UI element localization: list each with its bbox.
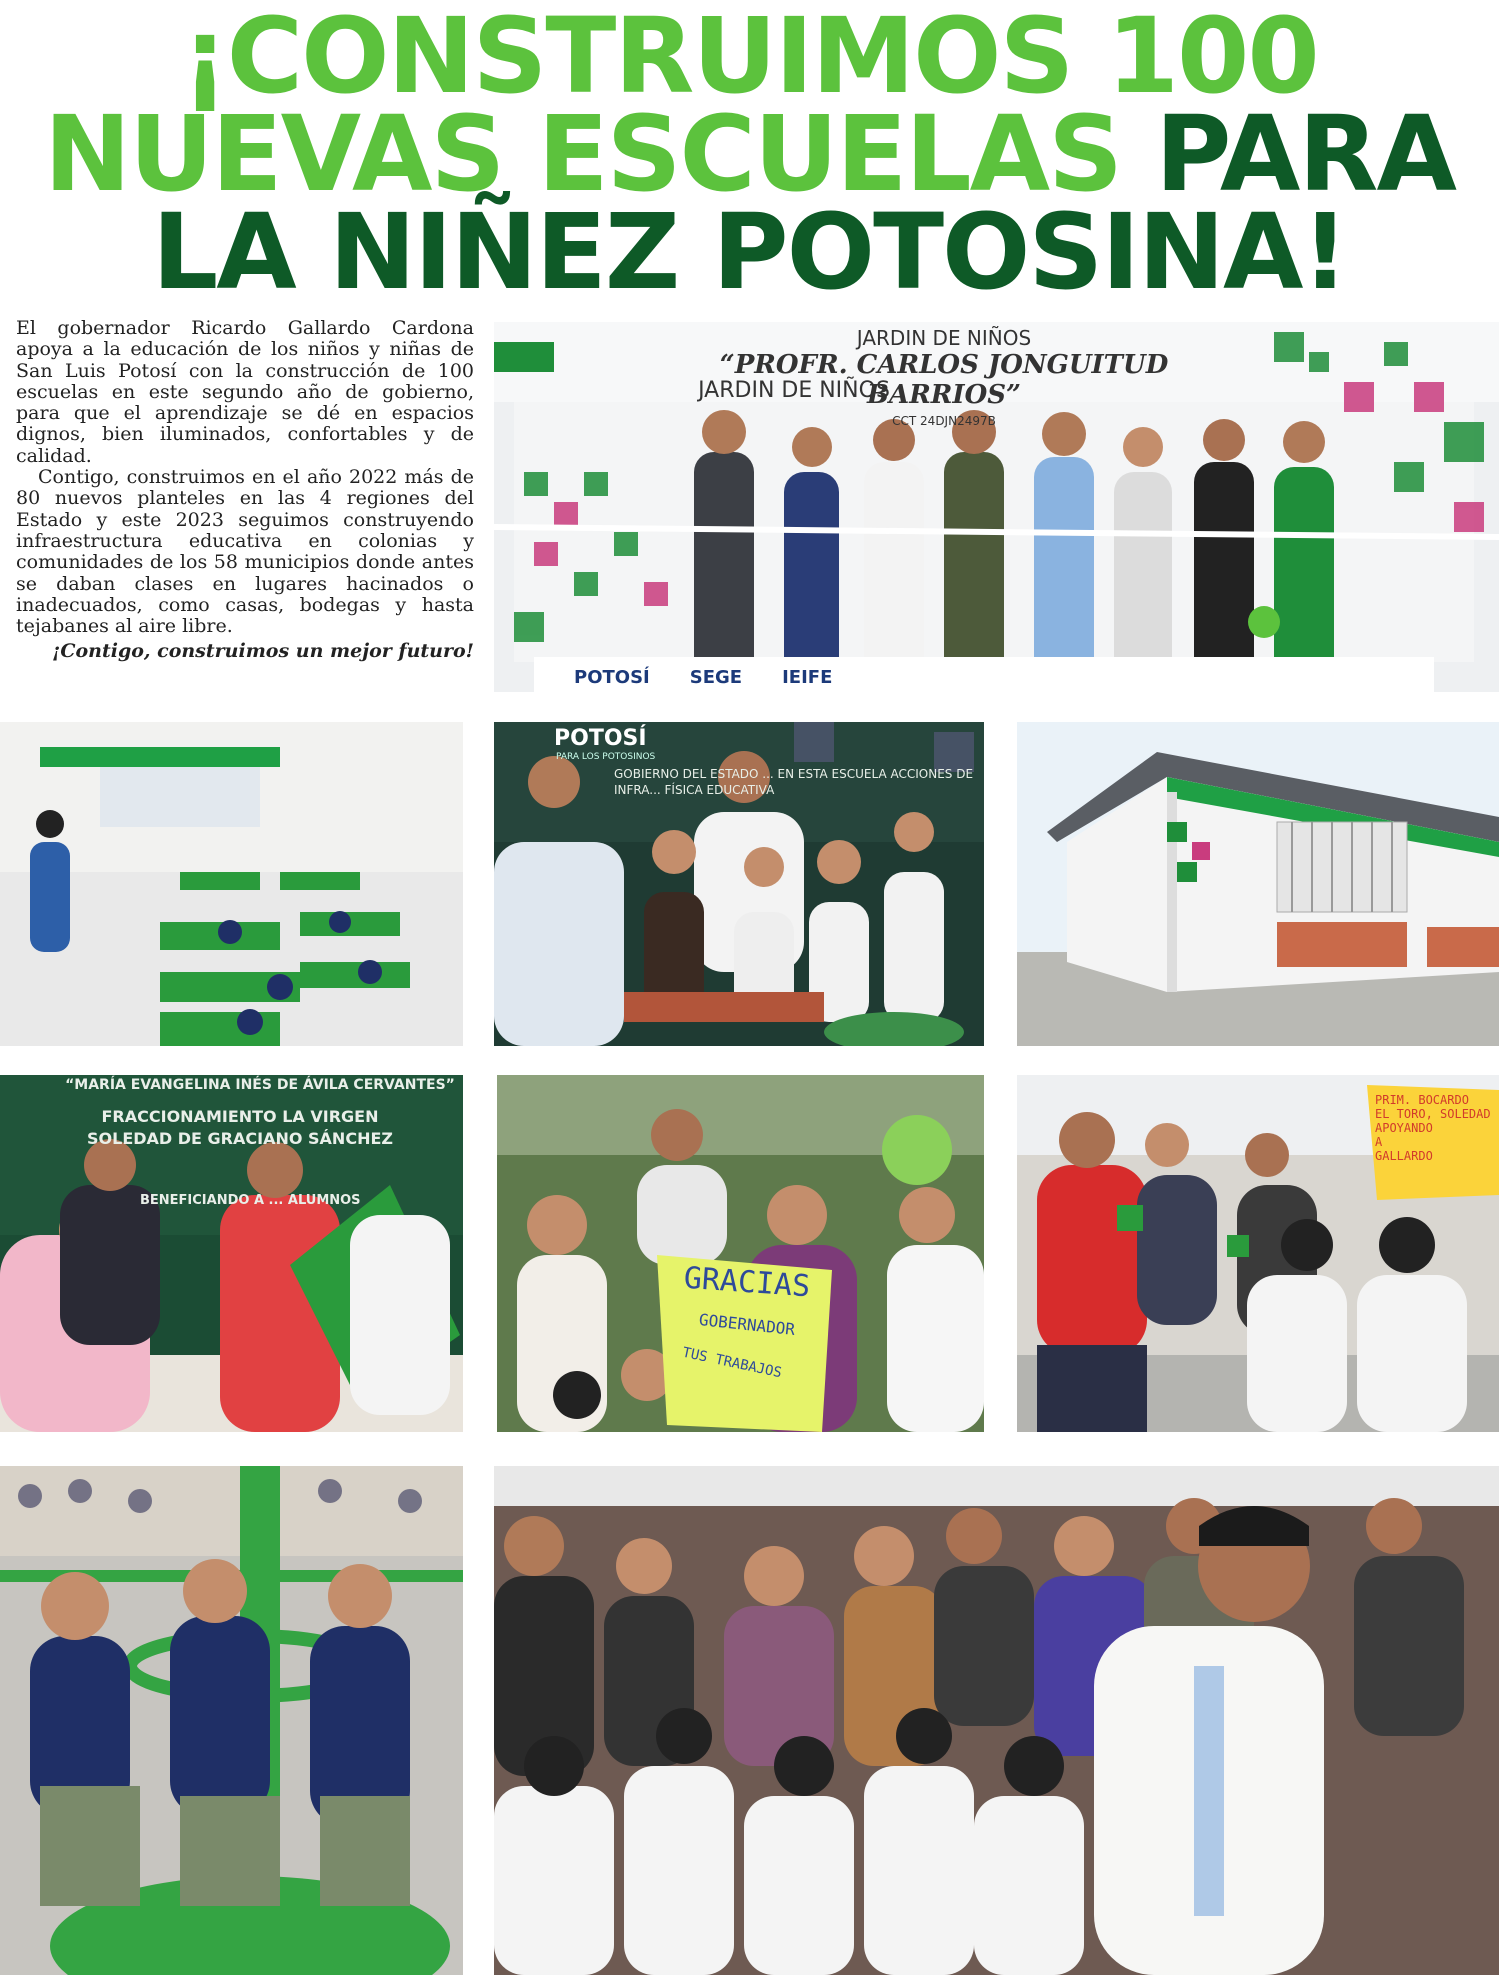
greeting-sign-school	[1375, 1093, 1499, 1163]
greeting-sign-line-5: GALLARDO	[1375, 1149, 1433, 1163]
photo-governor-handshake	[494, 1466, 1499, 1975]
headline-line-2b: PARA	[1155, 93, 1455, 215]
flag-sign-place: FRACCIONAMIENTO LA VIRGEN	[101, 1107, 379, 1126]
banner-potosi: POTOSÍ	[574, 667, 650, 688]
brick-banner-text: GOBIERNO DEL ESTADO ... EN ESTA ESCUELA ACCIONES DE INFRA... FÍSICA EDUCATIVA	[614, 767, 974, 797]
crowd-sign-governor: GOBERNADOR	[698, 1310, 796, 1339]
headline-line-2a: NUEVAS ESCUELAS	[44, 93, 1122, 215]
brick-banner-logo: POTOSÍ	[554, 726, 647, 751]
greeting-sign-line-2: EL TORO, SOLEDAD	[1375, 1107, 1491, 1121]
article-paragraph-1: El gobernador Ricardo Gallardo Cardona apoya a la educación de los niños y niñas de San Luis Potosí con la construcción de 100 escuelas en este segundo año de gobierno, para que el aprendizaje se dé en espacios dignos, bien iluminados, confortables y de calidad.	[16, 317, 474, 467]
photo-new-building	[1017, 722, 1499, 1046]
article-paragraph-2: Contigo, construimos en el año 2022 más de 80 nuevos planteles en las 4 regiones del Estado y este 2023 seguimos construyendo infraestructura educativa en colonias y comunidades de los 58 municipios donde antes se daban clases en lugares hacinados o inadecuados, como casas, bodegas y hasta tejabanes al aire libre.	[16, 466, 474, 638]
photo-classroom	[0, 722, 463, 1046]
headline-line-3: LA NIÑEZ POTOSINA!	[152, 191, 1347, 313]
crowd-sign-thanks: GRACIAS	[682, 1260, 812, 1305]
podium-banner	[574, 667, 894, 688]
photo-playground	[0, 1466, 463, 1975]
article-slogan: ¡Contigo, construimos un mejor futuro!	[52, 640, 474, 663]
banner-ieife: IEIFE	[782, 667, 833, 688]
school-sign	[694, 322, 1194, 428]
flag-sign-municipality: SOLEDAD DE GRACIANO SÁNCHEZ	[87, 1129, 393, 1148]
sign-line-1: JARDIN DE NIÑOS	[698, 378, 890, 403]
headline	[0, 0, 1499, 313]
sign-school-type: JARDIN DE NIÑOS	[856, 326, 1032, 350]
greeting-sign-line-4: A	[1375, 1135, 1383, 1149]
brick-banner-sub: PARA LOS POTOSINOS	[556, 752, 656, 762]
banner-sege: SEGE	[689, 667, 743, 688]
photo-flag-waving	[0, 1075, 463, 1432]
sign-school-cct: CCT 24DJN2497B	[892, 414, 996, 428]
photo-ribbon-cutting	[494, 322, 1499, 692]
sign-school-name: “PROFR. CARLOS JONGUITUD BARRIOS”	[719, 350, 1169, 410]
flag-sign-beneficiaries: BENEFICIANDO A ... ALUMNOS	[140, 1193, 361, 1208]
crowd-sign-works: TUS TRABAJOS	[680, 1344, 784, 1382]
photo-greeting-students	[1017, 1075, 1499, 1432]
photo-thank-you-crowd	[497, 1075, 984, 1432]
greeting-sign-line-3: APOYANDO	[1375, 1121, 1433, 1135]
article-body	[16, 318, 474, 663]
greeting-sign-line-1: PRIM. BOCARDO	[1375, 1093, 1469, 1107]
photo-first-brick	[494, 722, 984, 1046]
headline-line-1: ¡CONSTRUIMOS 100	[181, 0, 1318, 117]
flag-sign-school: “MARÍA EVANGELINA INÉS DE ÁVILA CERVANTES”	[65, 1077, 455, 1093]
